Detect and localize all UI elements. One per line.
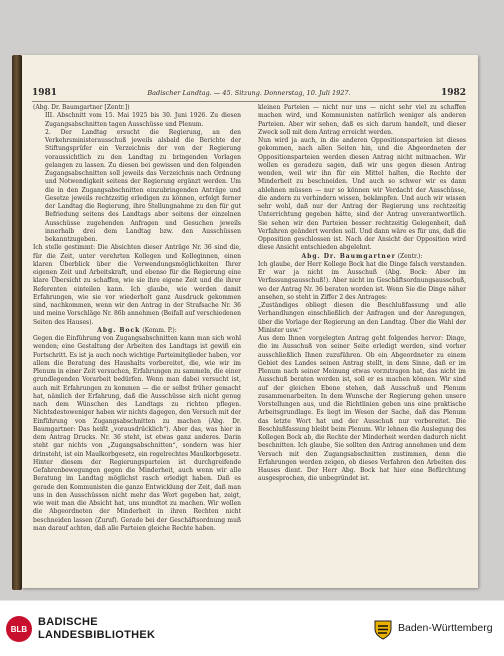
page-header (32, 88, 466, 100)
speaker-heading (258, 253, 466, 261)
paragraph: (Abg. Dr. Baumgartner [Zentr.]) (33, 104, 130, 111)
page-number-right: 1982 (440, 88, 466, 98)
library-name-line1: BADISCHE (38, 616, 98, 628)
state-coat-of-arms-icon (372, 618, 394, 640)
speaker-name: Abg. Dr. Baumgartner (301, 252, 396, 260)
speaker-name: Abg. Bock (97, 326, 141, 334)
footer-bar (0, 600, 504, 656)
paragraph: kleinen Parteien — nicht nur uns — nicht sehr viel zu schaffen machen wird, und Kommunisten natürlich weniger als anderen Parteien. Aber wir sehen, daß es sich darum handelt, und dieser Zweck soll mit dem Antrag erreicht werden. (258, 104, 466, 136)
state-name[interactable]: Baden-Württemberg (398, 622, 493, 634)
paragraph: Ich glaube, der Herr Kollege Bock hat die Dinge falsch verstanden. Er war ja nicht im Ausschuß (Abg. Bock: Aber im Verfassungsausschuß!). Aber nicht im Geschäftsordnungsausschuß, wo der Antrag Nr. 36 beraten worden ist. Wenn Sie die Dinge näher ansehen, so steht in Ziffer 2 des Antrages: (258, 260, 466, 301)
speaker-heading (33, 327, 241, 335)
paragraph: Gegen die Einführung von Zugangsabschnitten kann man sich wohl wenden; eine Gestaltung der Arbeiten des Landtags ist gewiß ein Fortschritt. Es ist ja auch noch wichtige Parteimitglieder haben, vor allem die Beratung des Haushalts vorbereitet, die, wie wir im Plenum in einer Zeit versuchen, Erfahrungen zu sammeln, die einer grundlegenden Vorarbeit bedürfen. Wenn man dabei versucht ist, auch mit Erfahrungen zu kommen — die er selbst früher gemacht hat, nämlich der Erfahrung, daß die Ausschüsse sich nicht genug nach dem Wünschen des Landtags zu richten pflegen. Nichtsdestoweniger haben wir nichts dagegen, den Versuch mit der Einführung von Zugangsabschnitten zu machen (Abg. Dr. Baumgartner: Das heißt „vorausdrücklich“). Aber das, was hier in dem Antrag Drucks. Nr. 36 steht, ist etwas ganz anderes. Darin steht gar nichts von „Zugangsabschnitten“, sondern was hier drinsteht, ist ein Maulkorbgesetz, ein regelrechtes Maulkorbgesetz. Hinter diesem der Regierungsparteien ist durchgreifende Gefahrenbewegungen gegen die Minderheit, auch wenn wir alle Beratung im Landtag möglichst rasch erledigt haben. Daß es gerade den Kommunisten die ganze Entwicklung der Zeit, daß man uns in den Ausschüssen nicht mehr das Wort gegeben hat, zeigt, wie weit man die Absicht hat, uns mundtot zu machen. Wir wollen die Abgeordneten der Minderheit in ihren Rechten nicht beschneiden lassen (Zuruf). Gerade bei der Geschäftsordnung muß man darauf achten, daß alle Parteien gleiche Rechte haben. (33, 335, 241, 532)
running-head: Badischer Landtag. — 45. Sitzung. Donnerstag, 10. Juli 1927. (147, 89, 351, 97)
paragraph: Aus dem Ihnen vorgelegten Antrag geht folgendes hervor: Dinge, die im Ausschuß von seiner Seite erledigt werden, sind vorher ausschließlich Ihnen zuzuführen. Ob ein Abgeordneter zu einem Gebiet des Landes seinen Antrag stellt, in dem Sinne, daß er im Plenum nach seiner Meinung etwas vorzutragen hat, das nicht im Ausschuß beraten worden ist, soll er es machen können. Wir sind auf der gleichen Ebene stehen, daß Ausschuß und Plenum zusammenarbeiten. In dem Wunsche der Regierung gehen unsere Vorstellungen aus, und die Richtlinien geben uns eine praktische Arbeitsgrundlage. Es liegt im Wesen der Sache, daß das Plenum das letzte Wort hat und der Ausschuß nur vorbereitet. Die Beschlußfassung bleibt beim Plenum. Wir lehnen die Auslegung des Kollegen Bock ab, die Rechte der Minderheit werden dadurch nicht beschnitten. Ich glaube, Sie sollten den Antrag annehmen und dem Versuch mit den Zugangsabschnitten zustimmen, denn die Erfahrungen werden zeigen, ob dieses Verfahren den Arbeiten des Hauses dient. Der Herr Abg. Bock hat hier eine Befürchtung ausgesprochen, die unbegründet ist. (258, 335, 466, 483)
book-spine-edge (12, 55, 22, 590)
text-column-left (33, 104, 241, 582)
speaker-party: (Zentr.): (397, 252, 423, 260)
library-name[interactable] (38, 616, 155, 642)
library-name-line2: LANDESBIBLIOTHEK (38, 629, 156, 641)
text-column-right (258, 104, 466, 582)
speaker-party: (Komm. P.): (142, 326, 177, 334)
blb-logo-icon[interactable]: BLB (6, 616, 32, 642)
list-paragraph: 2. Der Landtag ersucht die Regierung, an den Verkehrsministerausschuß jeweils alsbald die Berichte der Stiftungsprüfer ein Verzeichnis der von der Regierung voraussichtlich zu den Landtag zu bringenden Vorlagen gelangen zu lassen. Zu diesen bei gewissen und den folgenden Zugangsabschnitten soll jeweils das Verzeichnis nach Ordnung und Notwendigkeit seitens der Regierung ergänzt werden. Um die in den Zugangsabschnitten einzubringenden Anträge und Gesetze jeweils rechtzeitig erledigen zu können, erfolgt ferner der Landtag die Regierung, ihre Stellungnahme zu den für gut Befriedung seitens des Landtags aber seitens der einzelnen Ausschüsse zugehenden Anfragen und Gesuchen jeweils innerhalb drei dem Landtag bzw. den Ausschüssen bekanntzugeben. (45, 128, 241, 243)
list-paragraph: III. Abschnitt vom 15. Mai 1925 bis 30. Juni 1926. Zu diesen Zugangsabschnitten tagen Ausschüsse und Plenum. (45, 112, 241, 128)
paragraph: Ich stelle gestimmt: Die Absichten dieser Anträge Nr. 36 sind die, für die Zeit, unter verehrten Kollegen und Kolleginnen, einen klaren Überblick über die Verwendungsmöglichkeiten Ihrer eigenen Zeit und Arbeitskraft, und ebenso für die Regierung eine klare Übersicht zu schaffen, wie sie ihre eigene Zeit und die ihrer Referenten einteilen kann. Ich glaube, wie werden damit Erfahrungen, wie sie vor wiederholt ganz Ausdruck gekommen sind, nachkommen, wenn wir den Antrag in der Strafsache Nr. 36 und meine Vorschläge Nr. 86b annehmen (Beifall auf verschiedenen Seiten des Hauses). (33, 244, 241, 326)
header-rule (32, 101, 466, 102)
paragraph: „Zuständiges obliegt diesen die Beschlußfassung und alle Verhandlungen einschließlich der Anfragen und der Anregungen, über die Vorlage der Regierung an den Landtag. Über die Wahl der Minister usw.“ (258, 302, 466, 334)
paragraph: Nun wird ja auch, in die anderen Oppositionsparteien ist dieses gekommen, nach allen Seiten hin, und die Abgeordneten der Oppositionsparteien werden diesen Antrag nicht mitmachen. Wir wollen es geradezu sagen, daß wir uns gegen diesen Antrag wenden, weil wir ihn für ein Mittel halten, die Rechte der Minderheit zu beschneiden. Und auch so schwer wir es dann ablehnen müssen — nur so können wir Verdacht der Ausschüsse, die andern zu verhindern wissen, bekämpfen. Und auch wir wissen sehr wohl, daß nur der Antrag der Regierung uns rechtzeitig Unterrichtung gegeben hätte, sind der Antrag unverantwortlich. Sie sehen wir den Parteien besser rechtzeitig Gelegenheit, daß Verfahren geändert werden soll. Und dann wäre es für uns, daß die Opposition geschlossen ist. Nach der Ansicht der Opposition wird diese Ansicht entschieden abgelehnt. (258, 137, 466, 252)
page-number-left: 1981 (32, 88, 58, 98)
